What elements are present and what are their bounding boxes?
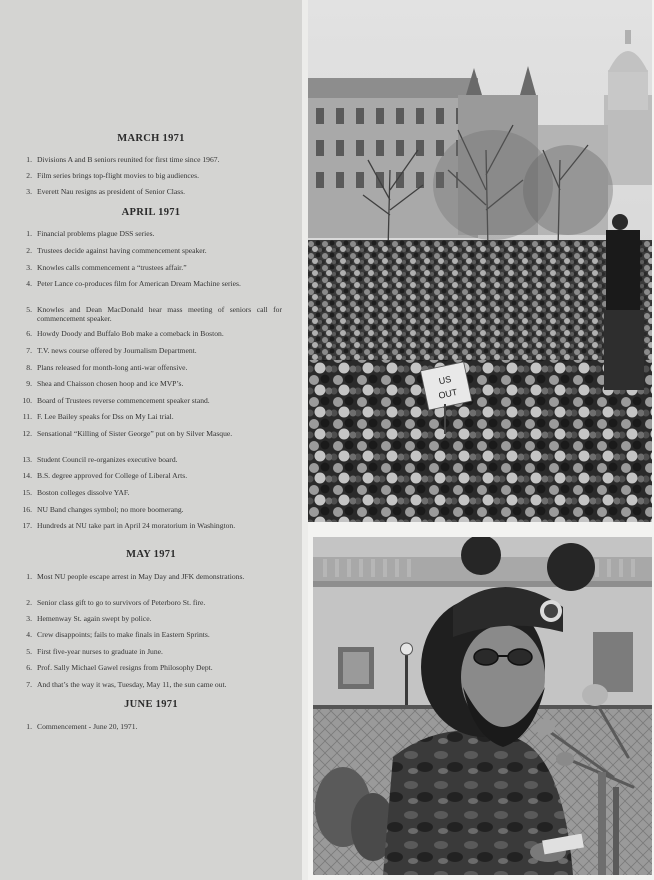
month-heading-april: APRIL 1971 [121,207,181,218]
speaker-photo [313,537,652,875]
month-heading-june: JUNE 1971 [124,699,178,710]
timeline-panel [0,0,302,880]
protest-sign-line1: US [437,373,453,387]
speaker-photo-icon [313,537,652,875]
month-heading-march: MARCH 1971 [117,133,185,144]
protest-sign-line2: OUT [437,386,459,401]
crowd-photo-icon [308,0,652,522]
month-heading-may: MAY 1971 [126,549,176,560]
crowd-photo [308,0,652,522]
